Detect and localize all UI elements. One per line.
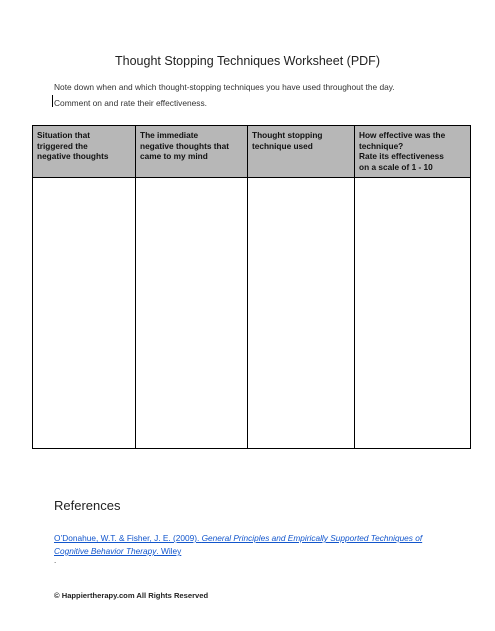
reference-trailing-dot: . xyxy=(54,556,57,565)
reference-authors: O’Donahue, W.T. & Fisher, J. E. (2009). xyxy=(54,533,202,543)
reference-publisher: . Wiley xyxy=(156,546,182,556)
reference-link[interactable] xyxy=(54,532,434,558)
cell-effectiveness[interactable] xyxy=(355,178,471,449)
references-heading: References xyxy=(54,498,121,513)
cell-negative-thoughts[interactable] xyxy=(136,178,248,449)
intro-line-1: Note down when and which thought-stopping techniques you have used throughout the day. xyxy=(54,82,395,92)
copyright-notice: © Happiertherapy.com All Rights Reserved xyxy=(54,591,209,600)
cell-technique-used[interactable] xyxy=(248,178,355,449)
table-header-row xyxy=(33,126,471,178)
header-negative-thoughts: The immediate negative thoughts that came to my mind xyxy=(136,126,248,178)
header-situation: Situation that triggered the negative thoughts xyxy=(33,126,136,178)
intro-line-2: Comment on and rate their effectiveness. xyxy=(54,98,208,108)
header-technique-used: Thought stopping technique used xyxy=(248,126,355,178)
worksheet-table xyxy=(32,125,471,449)
cell-situation[interactable] xyxy=(33,178,136,449)
table-row xyxy=(33,178,471,449)
text-cursor xyxy=(52,95,53,107)
header-effectiveness: How effective was the technique? Rate its effectiveness on a scale of 1 - 10 xyxy=(355,126,471,178)
page-title: Thought Stopping Techniques Worksheet (PDF) xyxy=(115,54,380,68)
reference-work-title: General Principles and Empirically Supported Techniques of Cognitive Behavior Therapy xyxy=(54,533,423,556)
